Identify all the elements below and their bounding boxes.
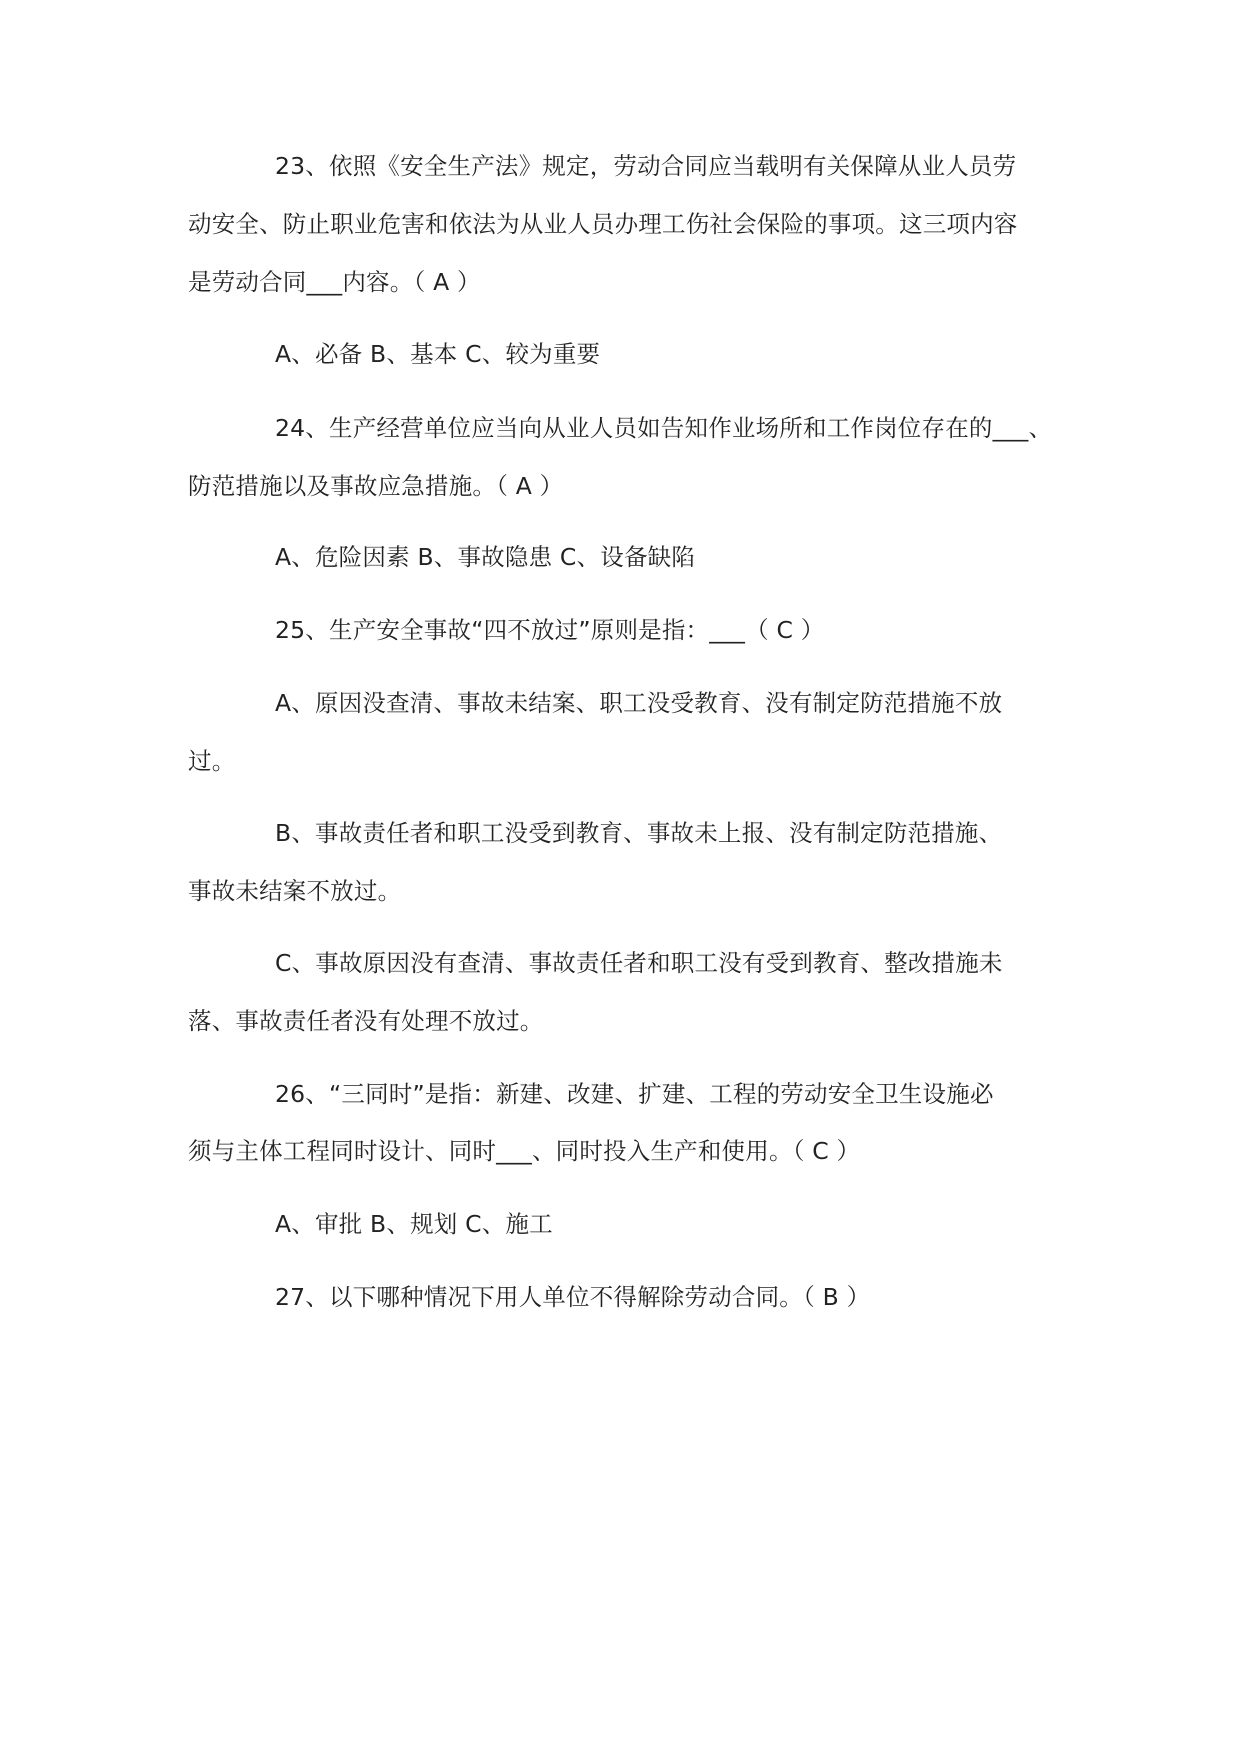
question-27-line-1: 27、以下哪种情况下用人单位不得解除劳动合同。（ B ） — [275, 1283, 871, 1311]
question-25-line-1: 25、生产安全事故“四不放过”原则是指：___（ C ） — [275, 616, 825, 644]
question-26-options: A、审批 B、规划 C、施工 — [275, 1210, 553, 1238]
question-25-option-b-line-2: 事故未结案不放过。 — [188, 877, 402, 905]
question-25-option-b-line-1: B、事故责任者和职工没受到教育、事故未上报、没有制定防范措施、 — [275, 819, 1003, 847]
question-26-line-2: 须与主体工程同时设计、同时___、同时投入生产和使用。（ C ） — [188, 1137, 861, 1165]
question-24-options: A、危险因素 B、事故隐患 C、设备缺陷 — [275, 543, 696, 571]
question-26-line-1: 26、“三同时”是指：新建、改建、扩建、工程的劳动安全卫生设施必 — [275, 1080, 994, 1108]
question-25-option-a-line-1: A、原因没查清、事故未结案、职工没受教育、没有制定防范措施不放 — [275, 689, 1003, 717]
question-24-line-2: 防范措施以及事故应急措施。（ A ） — [188, 472, 564, 500]
question-25-option-a-line-2: 过。 — [188, 747, 236, 775]
question-23-line-2: 动安全、防止职业危害和依法为从业人员办理工伤社会保险的事项。这三项内容 — [188, 210, 1018, 238]
question-24-line-1: 24、生产经营单位应当向从业人员如告知作业场所和工作岗位存在的___、 — [275, 414, 1053, 442]
question-23-line-3: 是劳动合同___内容。（ A ） — [188, 268, 481, 296]
question-23-options: A、必备 B、基本 C、较为重要 — [275, 340, 601, 368]
question-25-option-c-line-2: 落、事故责任者没有处理不放过。 — [188, 1007, 544, 1035]
question-25-option-c-line-1: C、事故原因没有查清、事故责任者和职工没有受到教育、整改措施未 — [275, 949, 1003, 977]
question-23-line-1: 23、依照《安全生产法》规定，劳动合同应当载明有关保障从业人员劳 — [275, 152, 1017, 180]
